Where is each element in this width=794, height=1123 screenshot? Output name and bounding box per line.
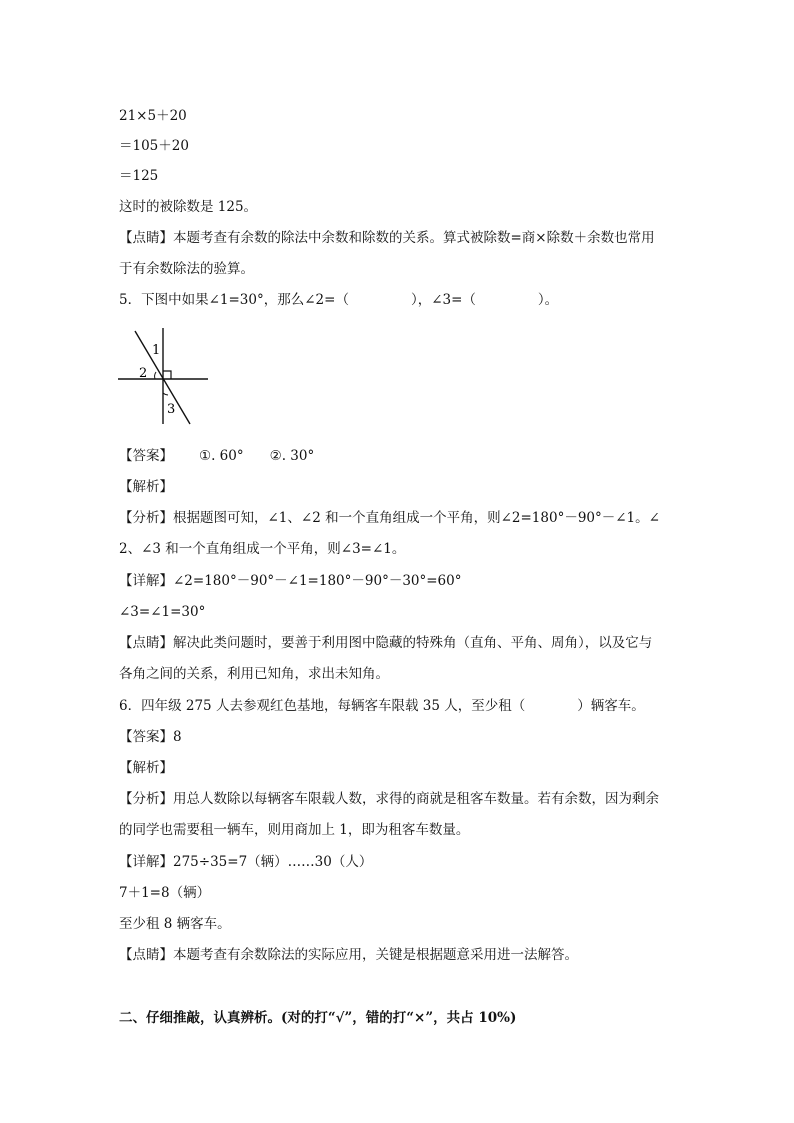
dianjing-5-line-1: 【点睛】解决此类问题时，要善于利用图中隐藏的特殊角（直角、平角、周角），以及它与	[119, 635, 653, 651]
answer-5	[119, 447, 314, 465]
right-angle-mark	[163, 371, 171, 379]
dianjing-line-2: 于有余数除法的验算。	[119, 261, 254, 277]
section-2-heading: 二、仔细推敲，认真辨析。(对的打“√”，错的打“×”，共占 10%)	[119, 1010, 517, 1026]
answer-6: 【答案】8	[119, 729, 182, 745]
conclusion-line: 这时的被除数是 125。	[119, 199, 258, 215]
fenxi-5-line-1: 【分析】根据题图可知，∠1、∠2 和一个直角组成一个平角，则∠2=180°－90°－∠1。∠	[119, 510, 660, 526]
fenxi-6-line-2: 的同学也需要租一辆车，则用商加上 1，即为租客车数量。	[119, 822, 470, 838]
question-5-part-b: ），∠3=（	[410, 292, 476, 308]
angle-label-1: 1	[152, 343, 161, 358]
jiexi-5: 【解析】	[119, 479, 173, 495]
answer-5-label: 【答案】	[119, 448, 173, 464]
question-6	[119, 697, 645, 715]
jiexi-6: 【解析】	[119, 760, 173, 776]
xiangjie-5-line-2: ∠3=∠1=30°	[119, 604, 206, 620]
calc-line-2: ＝105＋20	[119, 138, 189, 154]
question-6-part-a: 6．四年级 275 人去参观红色基地，每辆客车限载 35 人，至少租（	[119, 698, 526, 714]
angle-label-3: 3	[167, 402, 176, 417]
question-6-part-b: ）辆客车。	[577, 698, 645, 714]
question-5-part-c: ）。	[537, 292, 559, 308]
dianjing-line-1: 【点睛】本题考查有余数的除法中余数和除数的关系。算式被除数=商×除数＋余数也常用	[119, 230, 655, 246]
angle-3-arc	[163, 393, 168, 395]
xiangjie-5-line-1: 【详解】∠2=180°－90°－∠1=180°－90°－30°=60°	[119, 573, 462, 589]
dianjing-5-line-2: 各角之间的关系，利用已知角，求出未知角。	[119, 666, 389, 682]
xiangjie-6-line-3: 至少租 8 辆客车。	[119, 916, 231, 932]
fenxi-6-line-1: 【分析】用总人数除以每辆客车限载人数，求得的商就是租客车数量。若有余数，因为剩余	[119, 791, 659, 807]
angle-2-arc	[155, 372, 156, 379]
dianjing-6: 【点睛】本题考查有余数除法的实际应用，关键是根据题意采用进一法解答。	[119, 947, 578, 963]
question-5	[119, 291, 558, 309]
answer-5-value-1: ①. 60°	[199, 448, 244, 464]
fenxi-5-line-2: 2、∠3 和一个直角组成一个平角，则∠3=∠1。	[119, 541, 406, 557]
calc-line-1: 21×5＋20	[119, 108, 187, 124]
answer-5-value-2: ②. 30°	[269, 448, 315, 464]
xiangjie-6-line-1: 【详解】275÷35=7（辆）……30（人）	[119, 854, 373, 870]
calc-line-3: ＝125	[119, 168, 159, 184]
angle-label-2: 2	[139, 366, 148, 381]
angle-diagram	[118, 328, 214, 430]
question-5-part-a: 5．下图中如果∠1=30°，那么∠2=（	[119, 292, 349, 308]
xiangjie-6-line-2: 7＋1=8（辆）	[119, 885, 211, 901]
